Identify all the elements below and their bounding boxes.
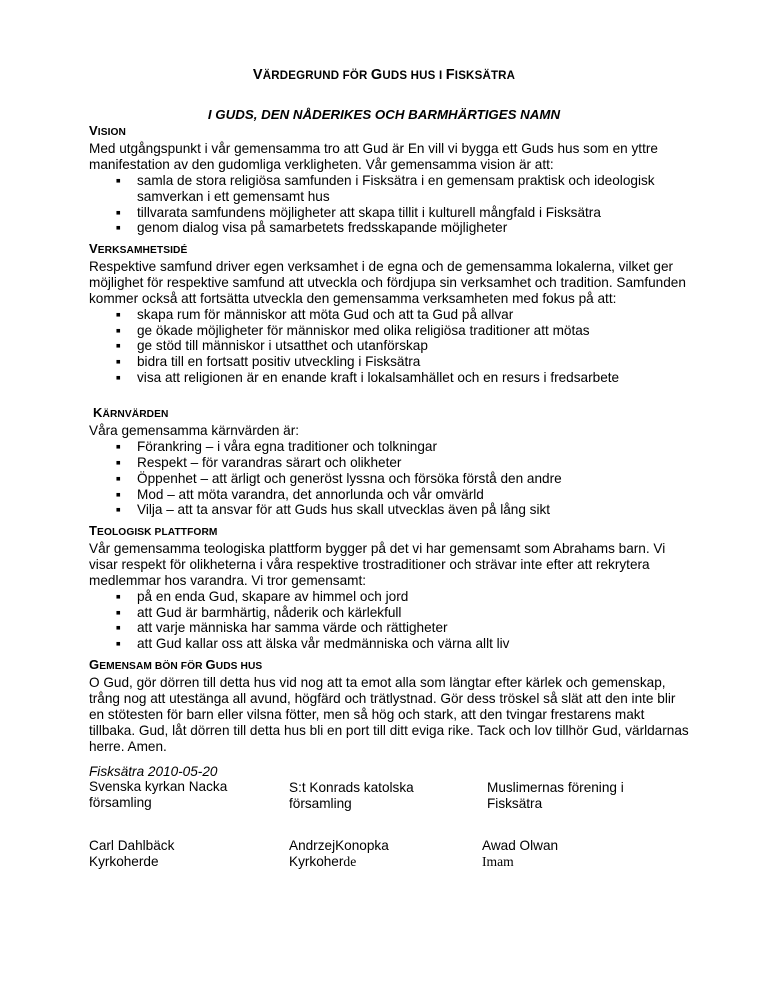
- list-item: ■ Förankring – i våra egna traditioner och tolkningar: [89, 439, 689, 455]
- list-item: ■ genom dialog visa på samarbetets fredsskapande möjligheter: [89, 220, 689, 236]
- list-item: ■ samla de stora religiösa samfunden i Fisksätra i en gemensam praktisk och ideologisk samverkan i ett gemensamt hus: [89, 173, 689, 205]
- signing-date: Fisksätra 2010-05-20: [89, 764, 218, 779]
- bullet-list: [89, 307, 689, 387]
- document-title: [0, 67, 768, 83]
- section-heading: VERKSAMHETSIDÉ: [89, 241, 188, 256]
- list-item: ■ på en enda Gud, skapare av himmel och jord: [89, 589, 689, 605]
- list-item: ■ visa att religionen är en enande kraft i lokalsamhället och en resurs i fredsarbete: [89, 370, 689, 386]
- section-paragraph: O Gud, gör dörren till detta hus vid nog att ta emot alla som längtar efter kärlek och gemenskap, trång nog att utestänga all avund, högfärd och trätlystnad. Gör dess tröskel så slät att den inte blir en stötesten för barn eller vilsna fötter, men så hög och stark, att den tvingar frestarens makt tillbaka. Gud, låt dörren till detta hus bli en port till ditt eviga rike. Tack och lov tillhör Gud, världarnas herre. Amen.: [89, 674, 689, 754]
- title-part: ISKSÄTRA: [454, 70, 516, 82]
- section-heading: KÄRNVÄRDEN: [93, 405, 169, 420]
- section-heading: TEOLOGISK PLATTFORM: [89, 523, 218, 538]
- signatory-person-1: Carl Dahlbäck Kyrkoherde: [89, 838, 175, 869]
- document-subtitle: I GUDS, DEN NÅDERIKES OCH BARMHÄRTIGES NAMN: [207, 107, 561, 122]
- section-paragraph: Vår gemensamma teologiska plattform bygger på det vi har gemensamt som Abrahams barn. Vi visar respekt för olikheterna i våra respektive trostraditioner och strävar inte efter att rekrytera medlemmar hos varandra. Vi tror gemensamt:: [89, 540, 666, 588]
- title-part: F: [445, 67, 455, 83]
- section-teologisk-plattform: [89, 523, 689, 652]
- list-item: ■ tillvarata samfundens möjligheter att skapa tillit i kulturell mångfald i Fisksätra: [89, 205, 689, 221]
- signatory-org-2: S:t Konrads katolska församling: [289, 780, 414, 811]
- list-item: ■ Öppenhet – att ärligt och generöst lyssna och försöka förstå den andre: [89, 471, 689, 487]
- list-item: ■ skapa rum för människor att möta Gud och att ta Gud på allvar: [89, 307, 689, 323]
- section-heading: VISION: [89, 123, 127, 138]
- list-item: ■ ge stöd till människor i utsatthet och utanförskap: [89, 338, 689, 354]
- title-part: UDS HUS I: [382, 70, 446, 82]
- signatory-person-2: AndrzejKonopka Kyrkoherde: [289, 838, 389, 869]
- bullet-list: [89, 589, 689, 653]
- title-part: G: [370, 67, 383, 83]
- signatory-org-3: Muslimernas förening i Fisksätra: [487, 780, 624, 811]
- section-paragraph: Våra gemensamma kärnvärden är:: [89, 422, 300, 438]
- title-part: V: [252, 67, 263, 83]
- list-item: ■ bidra till en fortsatt positiv utveckling i Fisksätra: [89, 354, 689, 370]
- section-vision: [89, 123, 689, 236]
- bullet-list: [89, 439, 689, 519]
- list-item: ■ att Gud kallar oss att älska vår medmänniska och värna allt liv: [89, 636, 689, 652]
- title-part: ÄRDEGRUND FÖR: [262, 70, 371, 82]
- signatory-org-1: Svenska kyrkan Nacka församling: [89, 779, 228, 810]
- list-item: ■ att Gud är barmhärtig, nåderik och kärlekfull: [89, 605, 689, 621]
- section-verksamhetside: [89, 241, 689, 386]
- section-paragraph: Med utgångspunkt i vår gemensamma tro att Gud är En vill vi bygga ett Guds hus som en yttre manifestation av den gudomliga verkligheten. Vår gemensamma vision är att:: [89, 140, 658, 172]
- section-karnvarden: [89, 405, 689, 518]
- bullet-list: [89, 173, 689, 237]
- list-item: ■ Mod – att möta varandra, det annorlunda och vår omvärld: [89, 487, 689, 503]
- section-heading: GEMENSAM BÖN FÖR GUDS HUS: [89, 657, 263, 672]
- signatory-person-3: Awad Olwan Imam: [482, 838, 559, 869]
- list-item: ■ Vilja – att ta ansvar för att Guds hus skall utvecklas även på lång sikt: [89, 502, 689, 518]
- list-item: ■ Respekt – för varandras särart och olikheter: [89, 455, 689, 471]
- list-item: ■ att varje människa har samma värde och rättigheter: [89, 620, 689, 636]
- section-paragraph: Respektive samfund driver egen verksamhet i de egna och de gemensamma lokalerna, vilket ger möjlighet för respektive samfund att utveckla och fördjupa sin verksamhet och tradition. Samfunden kommer också att fortsätta utveckla den gemensamma verksamheten med fokus på att:: [89, 258, 686, 306]
- list-item: ■ ge ökade möjligheter för människor med olika religiösa traditioner att mötas: [89, 323, 689, 339]
- section-gemensam-bon: [89, 657, 689, 754]
